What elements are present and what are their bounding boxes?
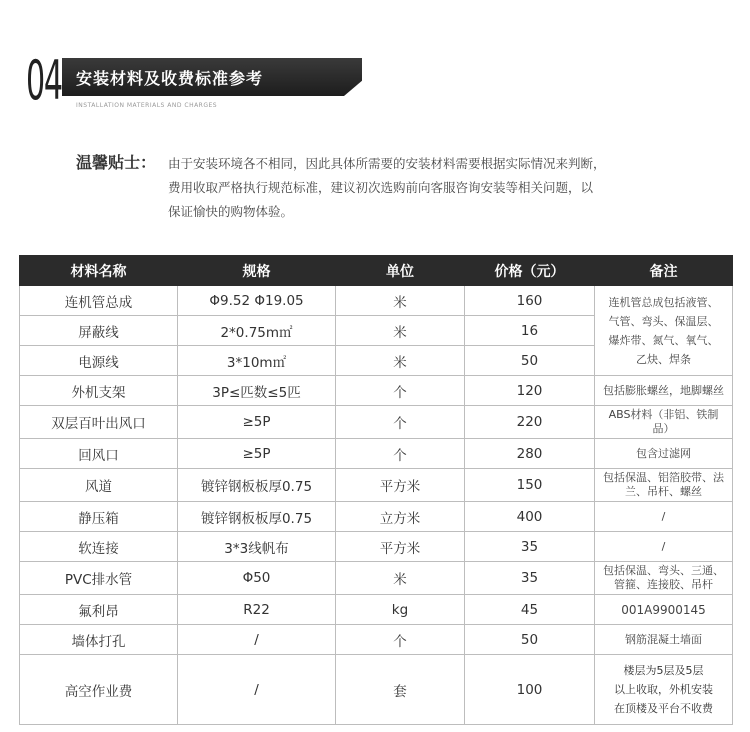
remark-line: 楼层为5层及5层 [623, 664, 704, 677]
table-row [20, 655, 733, 725]
cell-spec: / [178, 655, 336, 725]
table-row [20, 625, 733, 655]
cell-name: 屏蔽线 [20, 316, 178, 346]
cell-name: 双层百叶出风口 [20, 406, 178, 439]
cell-unit: 米 [336, 316, 465, 346]
section-subtitle: INSTALLATION MATERIALS AND CHARGES [76, 102, 218, 109]
column-header-remark: 备注 [595, 256, 733, 286]
cell-name: 电源线 [20, 346, 178, 376]
cell-price: 220 [465, 406, 595, 439]
cell-remark: / [595, 502, 733, 532]
cell-spec: / [178, 625, 336, 655]
cell-name: PVC排水管 [20, 562, 178, 595]
table-row [20, 376, 733, 406]
cell-spec: 3*3线帆布 [178, 532, 336, 562]
cell-price: 45 [465, 595, 595, 625]
cell-price: 280 [465, 439, 595, 469]
table-row [20, 286, 733, 316]
section-title: 安装材料及收费标准参考 [76, 69, 264, 88]
cell-spec: ≥5P [178, 406, 336, 439]
table-row [20, 439, 733, 469]
cell-unit: 米 [336, 346, 465, 376]
table-row [20, 469, 733, 502]
cell-price: 50 [465, 346, 595, 376]
table-header-row [20, 256, 733, 286]
table-row [20, 595, 733, 625]
cell-remark: 包括膨胀螺丝，地脚螺丝 [595, 376, 733, 406]
cell-remark: 包含过滤网 [595, 439, 733, 469]
cell-spec: 镀锌钢板板厚0.75 [178, 469, 336, 502]
cell-unit: 立方米 [336, 502, 465, 532]
cell-unit: 个 [336, 625, 465, 655]
cell-price: 35 [465, 532, 595, 562]
cell-remark: 001A9900145 [595, 595, 733, 625]
cell-price: 120 [465, 376, 595, 406]
cell-name: 风道 [20, 469, 178, 502]
remark-line: 以上收取，外机安装 [614, 683, 713, 696]
cell-name: 软连接 [20, 532, 178, 562]
notice-text [168, 152, 698, 224]
table-row [20, 562, 733, 595]
notice-line: 费用收取严格执行规范标准，建议初次选购前向客服咨询安装等相关问题，以 [168, 180, 594, 195]
price-table [19, 255, 733, 725]
cell-name: 墙体打孔 [20, 625, 178, 655]
notice-line: 由于安装环境各不相同，因此具体所需要的安装材料需要根据实际情况来判断， [168, 156, 606, 171]
cell-name: 静压箱 [20, 502, 178, 532]
remark-line: 在顶楼及平台不收费 [614, 702, 713, 715]
cell-spec: 3*10m㎡ [178, 346, 336, 376]
cell-remark: 包括保温、弯头、三通、管箍、连接胶、吊杆 [595, 562, 733, 595]
notice-label: 温馨贴士： [76, 153, 157, 172]
section-header [26, 48, 336, 114]
cell-name: 高空作业费 [20, 655, 178, 725]
notice-line: 保证愉快的购物体验。 [168, 204, 294, 219]
cell-remark: ABS材料（非铝、铁制品） [595, 406, 733, 439]
cell-unit: 个 [336, 376, 465, 406]
cell-remark [595, 655, 733, 725]
cell-name: 氟利昂 [20, 595, 178, 625]
cell-price: 160 [465, 286, 595, 316]
cell-unit: 套 [336, 655, 465, 725]
column-header-spec: 规格 [178, 256, 336, 286]
cell-name: 回风口 [20, 439, 178, 469]
cell-unit: kg [336, 595, 465, 625]
table-row [20, 502, 733, 532]
section-number: 04 [26, 49, 62, 112]
table-row [20, 532, 733, 562]
cell-remark: 包括保温、铝箔胶带、法兰、吊杆、螺丝 [595, 469, 733, 502]
column-header-unit: 单位 [336, 256, 465, 286]
cell-unit: 平方米 [336, 469, 465, 502]
cell-name: 连机管总成 [20, 286, 178, 316]
cell-price: 50 [465, 625, 595, 655]
cell-spec: Φ9.52 Φ19.05 [178, 286, 336, 316]
cell-price: 150 [465, 469, 595, 502]
cell-price: 35 [465, 562, 595, 595]
cell-unit: 个 [336, 406, 465, 439]
table-row [20, 406, 733, 439]
cell-remark-merged: 连机管总成包括液管、气管、弯头、保温层、爆炸带、氮气、氧气、乙炔、焊条 [595, 286, 733, 376]
cell-unit: 个 [336, 439, 465, 469]
cell-spec: R22 [178, 595, 336, 625]
cell-unit: 平方米 [336, 532, 465, 562]
cell-price: 16 [465, 316, 595, 346]
cell-remark: / [595, 532, 733, 562]
column-header-price: 价格（元） [465, 256, 595, 286]
column-header-name: 材料名称 [20, 256, 178, 286]
cell-name: 外机支架 [20, 376, 178, 406]
cell-spec: ≥5P [178, 439, 336, 469]
cell-spec: 2*0.75m㎡ [178, 316, 336, 346]
cell-spec: 3P≤匹数≤5匹 [178, 376, 336, 406]
cell-unit: 米 [336, 562, 465, 595]
cell-remark: 钢筋混凝土墙面 [595, 625, 733, 655]
cell-price: 100 [465, 655, 595, 725]
cell-spec: 镀锌钢板板厚0.75 [178, 502, 336, 532]
cell-price: 400 [465, 502, 595, 532]
cell-spec: Φ50 [178, 562, 336, 595]
cell-unit: 米 [336, 286, 465, 316]
